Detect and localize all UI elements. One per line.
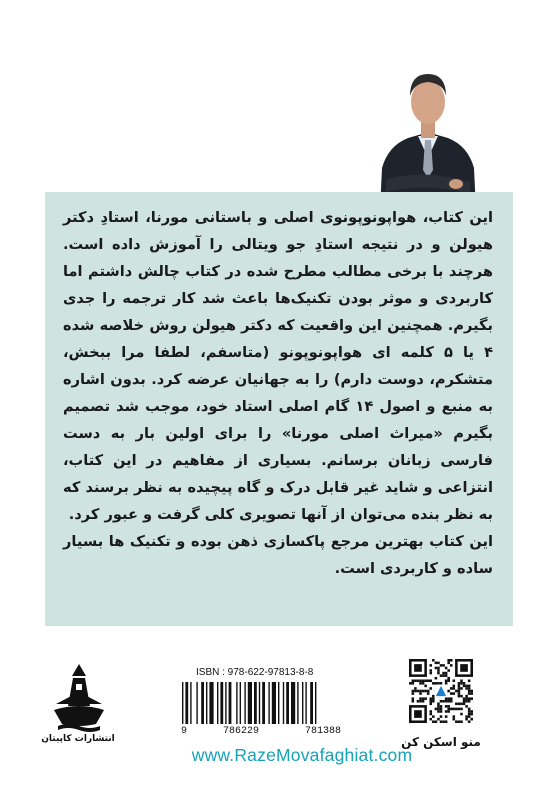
barcode-digit-group: 786229 — [223, 726, 260, 737]
qr-caption: منو اسکن کن — [401, 735, 481, 749]
description-paragraph: این کتاب بهترین مرجع پاکسازی ذهن بوده و تکنیک ها بسیار ساده و کاربردی است. — [63, 533, 493, 577]
barcode-digit-group: 781388 — [305, 726, 342, 737]
lighthouse-ship-logo-icon — [52, 662, 106, 732]
barcode-digit-group: 9 — [181, 726, 188, 737]
publisher-name: انتشارات کاپیتان — [41, 734, 115, 744]
description-panel — [45, 192, 513, 626]
qr-code-icon[interactable] — [409, 659, 473, 723]
author-portrait — [378, 50, 478, 210]
description-paragraph: این کتاب، هواپونوپونوی اصلی و باستانی مورنا، استادِ دکتر هیولن و در نتیجه استادِ جو ویتالی را آموزش داده است. هرچند با برخی مطالب مطرح شده در کتاب چالش داشتم اما کاربردی و موثر بودن تکنیک‌ها باعث شد کار ترجمه را جدی بگیرم. همچنین این واقعیت که دکتر هیولن روش خلاصه شده ۴ یا ۵ کلمه ای هواپونوپونو (متاسفم، لطفا مرا ببخش، متشکرم، دوست دارم) را به جهانیان عرضه کرد. بدون اشاره به منبع و اصول ۱۴ گام اصلی استاد خود، موجب شد تصمیم بگیرم «میراث اصلی مورنا» را برای اولین بار به دست فارسی زبانان برسانم. بسیاری از مفاهیم در این کتاب، انتزاعی و شاید غیر قابل درک و گاه پیچیده به نظر برسند که به نظر بنده می‌توان از آنها تصویری کلی گرفت و عبور کرد. — [63, 209, 494, 523]
isbn-label: ISBN : 978-622-97813-8-8 — [196, 667, 314, 678]
barcode — [180, 682, 368, 724]
website-link[interactable]: www.RazeMovafaghiat.com — [191, 745, 413, 765]
